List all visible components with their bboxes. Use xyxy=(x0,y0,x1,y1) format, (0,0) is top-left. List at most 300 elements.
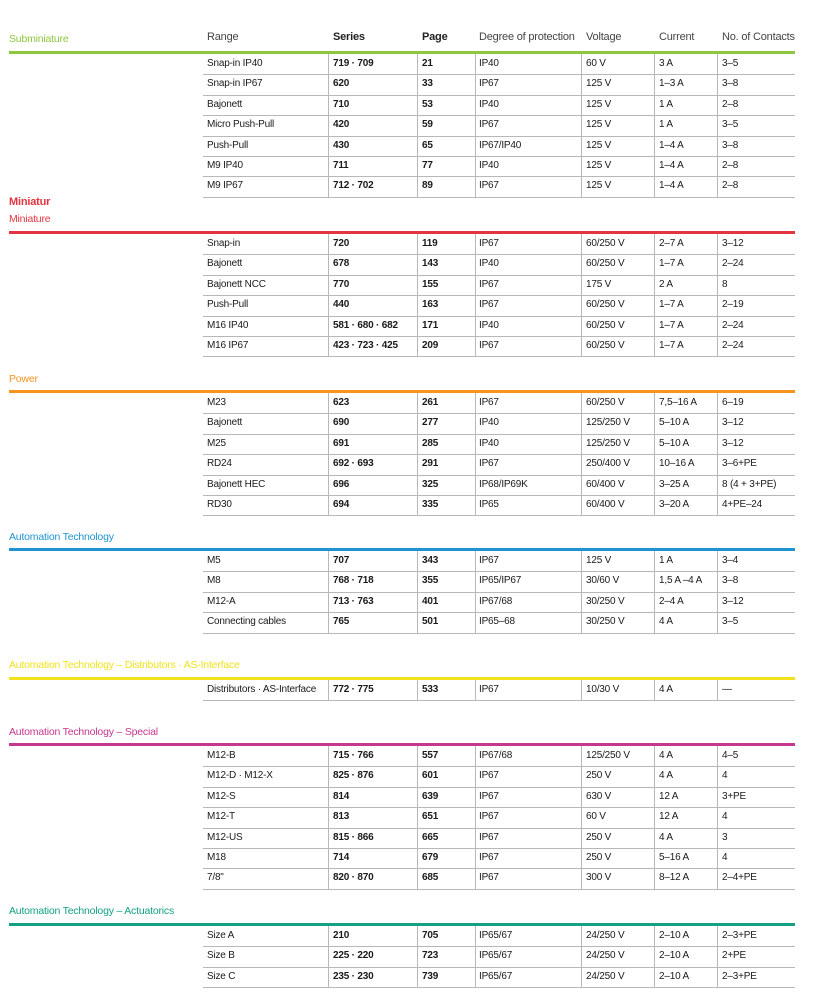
cell-current: 1 A xyxy=(659,119,673,131)
column-divider xyxy=(581,95,582,115)
cell-contacts: 3–8 xyxy=(722,139,739,151)
cell-series: 712 · 702 xyxy=(333,180,374,192)
cell-series: 713 · 763 xyxy=(333,595,374,607)
cell-current: 1–4 A xyxy=(659,180,684,192)
column-divider xyxy=(328,413,329,433)
cell-protection: IP67 xyxy=(479,790,499,802)
column-divider xyxy=(417,592,418,612)
column-divider xyxy=(581,336,582,356)
column-divider xyxy=(581,254,582,274)
column-divider xyxy=(654,275,655,295)
header-contacts: No. of Contacts xyxy=(722,31,795,43)
cell-range: Bajonett xyxy=(207,417,243,429)
cell-voltage: 30/250 V xyxy=(586,616,625,628)
cell-protection: IP67 xyxy=(479,238,499,249)
cell-voltage: 10/30 V xyxy=(586,684,620,695)
column-divider xyxy=(475,413,476,433)
section-title: Automation Technology – Special xyxy=(9,726,158,738)
table-row xyxy=(203,115,795,136)
cell-range: M18 xyxy=(207,852,226,863)
column-divider xyxy=(581,316,582,336)
cell-range: Distributors · AS-Interface xyxy=(207,684,317,695)
cell-current: 1–4 A xyxy=(659,160,684,171)
cell-page: 705 xyxy=(422,930,439,941)
cell-protection: IP67 xyxy=(479,180,499,192)
column-divider xyxy=(417,156,418,176)
column-divider xyxy=(328,967,329,987)
column-divider xyxy=(654,612,655,632)
column-divider xyxy=(328,275,329,295)
column-divider xyxy=(717,74,718,94)
column-divider xyxy=(328,454,329,474)
cell-current: 2–10 A xyxy=(659,950,689,962)
column-divider xyxy=(417,275,418,295)
column-divider xyxy=(717,551,718,571)
column-divider xyxy=(475,787,476,807)
table-row xyxy=(203,393,795,414)
cell-range: Snap-in IP67 xyxy=(207,78,263,90)
cell-voltage: 250 V xyxy=(586,831,612,843)
cell-voltage: 125 V xyxy=(586,119,612,131)
column-divider xyxy=(417,946,418,966)
cell-page: 285 xyxy=(422,437,439,449)
cell-contacts: 8 (4 + 3+PE) xyxy=(722,478,777,490)
column-divider xyxy=(417,74,418,94)
column-divider xyxy=(417,868,418,888)
table-row xyxy=(203,413,795,434)
cell-contacts: 4–5 xyxy=(722,750,739,761)
cell-current: 1–3 A xyxy=(659,78,684,90)
cell-page: 119 xyxy=(422,238,438,249)
cell-contacts: 3–5 xyxy=(722,58,739,69)
column-divider xyxy=(328,551,329,571)
column-divider xyxy=(475,234,476,254)
column-divider xyxy=(417,807,418,827)
cell-protection: IP40 xyxy=(479,437,499,449)
column-divider xyxy=(475,766,476,786)
cell-protection: IP67 xyxy=(479,684,499,695)
cell-current: 2–4 A xyxy=(659,595,684,607)
cell-contacts: 4 xyxy=(722,811,728,823)
table-row xyxy=(203,495,795,516)
column-divider xyxy=(654,592,655,612)
cell-protection: IP40 xyxy=(479,58,499,69)
cell-range: RD24 xyxy=(207,458,232,470)
column-divider xyxy=(328,680,329,700)
column-divider xyxy=(417,848,418,868)
cell-current: 3 A xyxy=(659,58,673,69)
column-divider xyxy=(717,787,718,807)
cell-series: 440 xyxy=(333,299,350,311)
column-divider xyxy=(328,393,329,413)
column-divider xyxy=(581,393,582,413)
cell-current: 1–7 A xyxy=(659,319,684,331)
cell-page: 261 xyxy=(422,397,439,408)
cell-contacts: 2–3+PE xyxy=(722,930,757,941)
cell-series: 678 xyxy=(333,258,350,270)
cell-protection: IP67 xyxy=(479,811,499,823)
cell-protection: IP67 xyxy=(479,397,499,408)
table-row xyxy=(203,316,795,337)
table-row xyxy=(203,967,795,988)
column-divider xyxy=(417,454,418,474)
cell-series: 581 · 680 · 682 xyxy=(333,319,398,331)
cell-range: Micro Push-Pull xyxy=(207,119,275,131)
column-divider xyxy=(417,336,418,356)
table-row xyxy=(203,54,795,75)
column-divider xyxy=(475,475,476,495)
cell-voltage: 24/250 V xyxy=(586,970,625,982)
column-divider xyxy=(654,680,655,700)
cell-series: 770 xyxy=(333,278,350,290)
column-divider xyxy=(654,571,655,591)
cell-page: 501 xyxy=(422,616,439,628)
cell-voltage: 125 V xyxy=(586,78,612,90)
column-divider xyxy=(475,454,476,474)
column-divider xyxy=(654,807,655,827)
cell-range: M16 IP40 xyxy=(207,319,249,331)
column-divider xyxy=(328,787,329,807)
cell-contacts: 2–24 xyxy=(722,319,744,331)
cell-contacts: 3–8 xyxy=(722,78,739,90)
cell-voltage: 60/250 V xyxy=(586,238,625,249)
column-divider xyxy=(654,434,655,454)
column-divider xyxy=(717,475,718,495)
cell-series: 720 xyxy=(333,238,350,249)
column-divider xyxy=(717,336,718,356)
cell-current: 7,5–16 A xyxy=(659,397,697,408)
cell-protection: IP67/IP40 xyxy=(479,139,522,151)
column-divider xyxy=(717,766,718,786)
column-divider xyxy=(581,571,582,591)
column-divider xyxy=(717,967,718,987)
cell-voltage: 125 V xyxy=(586,555,612,566)
column-divider xyxy=(417,967,418,987)
column-divider xyxy=(475,967,476,987)
column-divider xyxy=(328,254,329,274)
column-divider xyxy=(581,828,582,848)
column-divider xyxy=(475,746,476,766)
column-divider xyxy=(328,746,329,766)
column-divider xyxy=(581,495,582,515)
table-row xyxy=(203,926,795,947)
cell-range: Bajonett HEC xyxy=(207,478,266,490)
cell-range: Size B xyxy=(207,950,235,962)
cell-contacts: 2–8 xyxy=(722,160,739,171)
cell-protection: IP65/IP67 xyxy=(479,575,522,587)
cell-range: Snap-in xyxy=(207,238,241,249)
cell-series: 813 xyxy=(333,811,350,823)
cell-protection: IP67 xyxy=(479,852,499,863)
column-divider xyxy=(581,592,582,612)
column-divider xyxy=(417,828,418,848)
cell-range: Snap-in IP40 xyxy=(207,58,263,69)
cell-page: 639 xyxy=(422,790,439,802)
cell-range: M8 xyxy=(207,575,221,587)
column-divider xyxy=(654,295,655,315)
cell-protection: IP67 xyxy=(479,78,499,90)
cell-protection: IP65/67 xyxy=(479,930,513,941)
column-divider xyxy=(475,316,476,336)
column-divider xyxy=(654,946,655,966)
column-divider xyxy=(417,434,418,454)
column-divider xyxy=(581,74,582,94)
cell-contacts: 3–12 xyxy=(722,417,744,429)
column-divider xyxy=(328,868,329,888)
column-divider xyxy=(475,434,476,454)
column-divider xyxy=(417,54,418,74)
section-title: Automation Technology xyxy=(9,531,114,543)
column-divider xyxy=(654,848,655,868)
header-range: Range xyxy=(207,31,239,43)
table-row xyxy=(203,571,795,592)
cell-range: 7/8" xyxy=(207,872,224,884)
cell-contacts: 2–3+PE xyxy=(722,970,757,982)
column-divider xyxy=(328,295,329,315)
cell-range: M25 xyxy=(207,437,226,449)
cell-series: 711 xyxy=(333,160,349,171)
column-divider xyxy=(328,612,329,632)
cell-series: 814 xyxy=(333,790,350,802)
column-divider xyxy=(717,136,718,156)
table-row xyxy=(203,828,795,849)
cell-contacts: 2–24 xyxy=(722,340,744,351)
cell-current: 12 A xyxy=(659,790,679,802)
cell-series: 768 · 718 xyxy=(333,575,374,587)
cell-protection: IP67 xyxy=(479,770,499,782)
cell-current: 3–25 A xyxy=(659,478,689,490)
table-row xyxy=(203,551,795,572)
cell-protection: IP67 xyxy=(479,555,499,566)
cell-current: 1 A xyxy=(659,555,673,566)
cell-contacts: 2–24 xyxy=(722,258,744,270)
cell-current: 12 A xyxy=(659,811,679,823)
cell-voltage: 125 V xyxy=(586,160,612,171)
cell-voltage: 250 V xyxy=(586,852,612,863)
column-divider xyxy=(417,95,418,115)
cell-series: 765 xyxy=(333,616,350,628)
table-row xyxy=(203,74,795,95)
cell-protection: IP40 xyxy=(479,160,499,171)
cell-page: 53 xyxy=(422,98,433,110)
column-divider xyxy=(475,612,476,632)
cell-range: Push-Pull xyxy=(207,139,248,151)
column-divider xyxy=(581,787,582,807)
cell-protection: IP67 xyxy=(479,119,499,131)
cell-page: 679 xyxy=(422,852,439,863)
column-divider xyxy=(475,74,476,94)
cell-contacts: 3+PE xyxy=(722,790,746,802)
column-divider xyxy=(717,848,718,868)
cell-page: 557 xyxy=(422,750,439,761)
column-divider xyxy=(328,156,329,176)
cell-voltage: 60/250 V xyxy=(586,258,625,270)
column-divider xyxy=(654,495,655,515)
column-divider xyxy=(475,176,476,196)
cell-current: 5–16 A xyxy=(659,852,689,863)
column-divider xyxy=(654,787,655,807)
column-divider xyxy=(417,136,418,156)
cell-page: 343 xyxy=(422,555,439,566)
cell-contacts: 4+PE–24 xyxy=(722,499,763,510)
column-divider xyxy=(581,136,582,156)
column-divider xyxy=(328,592,329,612)
column-divider xyxy=(328,176,329,196)
column-divider xyxy=(581,295,582,315)
table-row xyxy=(203,592,795,613)
cell-series: 423 · 723 · 425 xyxy=(333,340,398,351)
column-divider xyxy=(475,336,476,356)
column-divider xyxy=(328,74,329,94)
cell-series: 815 · 866 xyxy=(333,831,374,843)
column-divider xyxy=(581,115,582,135)
table-row xyxy=(203,475,795,496)
column-divider xyxy=(581,868,582,888)
column-divider xyxy=(717,254,718,274)
column-divider xyxy=(417,254,418,274)
cell-voltage: 60/400 V xyxy=(586,478,625,490)
column-divider xyxy=(328,434,329,454)
column-divider xyxy=(717,868,718,888)
cell-page: 21 xyxy=(422,58,433,69)
cell-page: 685 xyxy=(422,872,439,884)
column-divider xyxy=(581,926,582,946)
cell-voltage: 175 V xyxy=(586,278,612,290)
column-divider xyxy=(328,848,329,868)
table-row xyxy=(203,787,795,808)
header-protection: Degree of protection xyxy=(479,31,575,43)
column-divider xyxy=(654,551,655,571)
cell-voltage: 125 V xyxy=(586,139,612,151)
cell-series: 620 xyxy=(333,78,350,90)
column-divider xyxy=(654,156,655,176)
column-divider xyxy=(581,275,582,295)
column-divider xyxy=(717,275,718,295)
cell-contacts: 3–4 xyxy=(722,555,739,566)
column-divider xyxy=(654,234,655,254)
column-divider xyxy=(417,316,418,336)
column-divider xyxy=(328,495,329,515)
cell-contacts: 3 xyxy=(722,831,728,843)
column-divider xyxy=(717,612,718,632)
cell-series: 690 xyxy=(333,417,350,429)
cell-page: 65 xyxy=(422,139,433,151)
cell-voltage: 60/250 V xyxy=(586,397,625,408)
cell-range: M5 xyxy=(207,555,221,566)
column-divider xyxy=(654,74,655,94)
cell-voltage: 125/250 V xyxy=(586,750,630,761)
cell-voltage: 60/400 V xyxy=(586,499,625,510)
cell-current: 2–10 A xyxy=(659,930,689,941)
cell-range: M23 xyxy=(207,397,226,408)
cell-protection: IP40 xyxy=(479,98,499,110)
column-divider xyxy=(475,495,476,515)
cell-contacts: 3–8 xyxy=(722,575,739,587)
table-row xyxy=(203,454,795,475)
column-divider xyxy=(654,967,655,987)
cell-protection: IP65–68 xyxy=(479,616,515,628)
column-divider xyxy=(328,95,329,115)
cell-contacts: 3–12 xyxy=(722,437,744,449)
column-divider xyxy=(328,54,329,74)
column-divider xyxy=(717,54,718,74)
cell-range: Bajonett xyxy=(207,258,243,270)
column-divider xyxy=(417,475,418,495)
column-divider xyxy=(475,295,476,315)
column-divider xyxy=(717,926,718,946)
column-divider xyxy=(717,413,718,433)
column-divider xyxy=(581,454,582,474)
cell-protection: IP67 xyxy=(479,458,499,470)
cell-series: 692 · 693 xyxy=(333,458,374,470)
column-divider xyxy=(417,926,418,946)
column-divider xyxy=(654,54,655,74)
table-row xyxy=(203,766,795,787)
column-divider xyxy=(328,136,329,156)
cell-voltage: 24/250 V xyxy=(586,950,625,962)
column-divider xyxy=(654,115,655,135)
cell-page: 277 xyxy=(422,417,439,429)
cell-current: 1 A xyxy=(659,98,673,110)
cell-series: 420 xyxy=(333,119,350,131)
cell-current: 4 A xyxy=(659,770,673,782)
cell-voltage: 300 V xyxy=(586,872,612,884)
table-row xyxy=(203,254,795,275)
column-divider xyxy=(654,393,655,413)
cell-voltage: 630 V xyxy=(586,790,612,802)
cell-voltage: 30/250 V xyxy=(586,595,625,607)
cell-series: 225 · 220 xyxy=(333,950,374,962)
column-divider xyxy=(475,551,476,571)
column-divider xyxy=(417,766,418,786)
cell-series: 719 · 709 xyxy=(333,58,374,69)
section-title: Subminiature xyxy=(9,33,69,45)
cell-protection: IP67 xyxy=(479,278,499,290)
cell-contacts: 8 xyxy=(722,278,728,290)
column-divider xyxy=(417,612,418,632)
column-divider xyxy=(654,454,655,474)
table-row xyxy=(203,136,795,157)
column-divider xyxy=(475,393,476,413)
column-divider xyxy=(654,828,655,848)
cell-current: 3–20 A xyxy=(659,499,689,510)
cell-series: 820 · 870 xyxy=(333,872,374,884)
cell-current: 1–7 A xyxy=(659,258,684,270)
cell-range: M12-S xyxy=(207,790,236,802)
cell-current: 8–12 A xyxy=(659,872,689,884)
cell-range: M12-T xyxy=(207,811,235,823)
column-divider xyxy=(417,176,418,196)
cell-page: 77 xyxy=(422,160,433,171)
column-divider xyxy=(717,680,718,700)
cell-voltage: 60 V xyxy=(586,811,606,823)
section-title: Automation Technology – Actuatorics xyxy=(9,905,174,917)
section-title: Miniatur xyxy=(9,196,51,208)
column-divider xyxy=(654,95,655,115)
column-divider xyxy=(475,115,476,135)
column-divider xyxy=(328,234,329,254)
column-divider xyxy=(581,176,582,196)
column-divider xyxy=(581,746,582,766)
table-row xyxy=(203,275,795,296)
cell-current: 1–7 A xyxy=(659,299,684,311)
column-divider xyxy=(475,868,476,888)
cell-contacts: 2+PE xyxy=(722,950,746,962)
table-row xyxy=(203,807,795,828)
cell-contacts: 3–12 xyxy=(722,238,744,249)
cell-range: Connecting cables xyxy=(207,616,286,628)
column-divider xyxy=(328,336,329,356)
